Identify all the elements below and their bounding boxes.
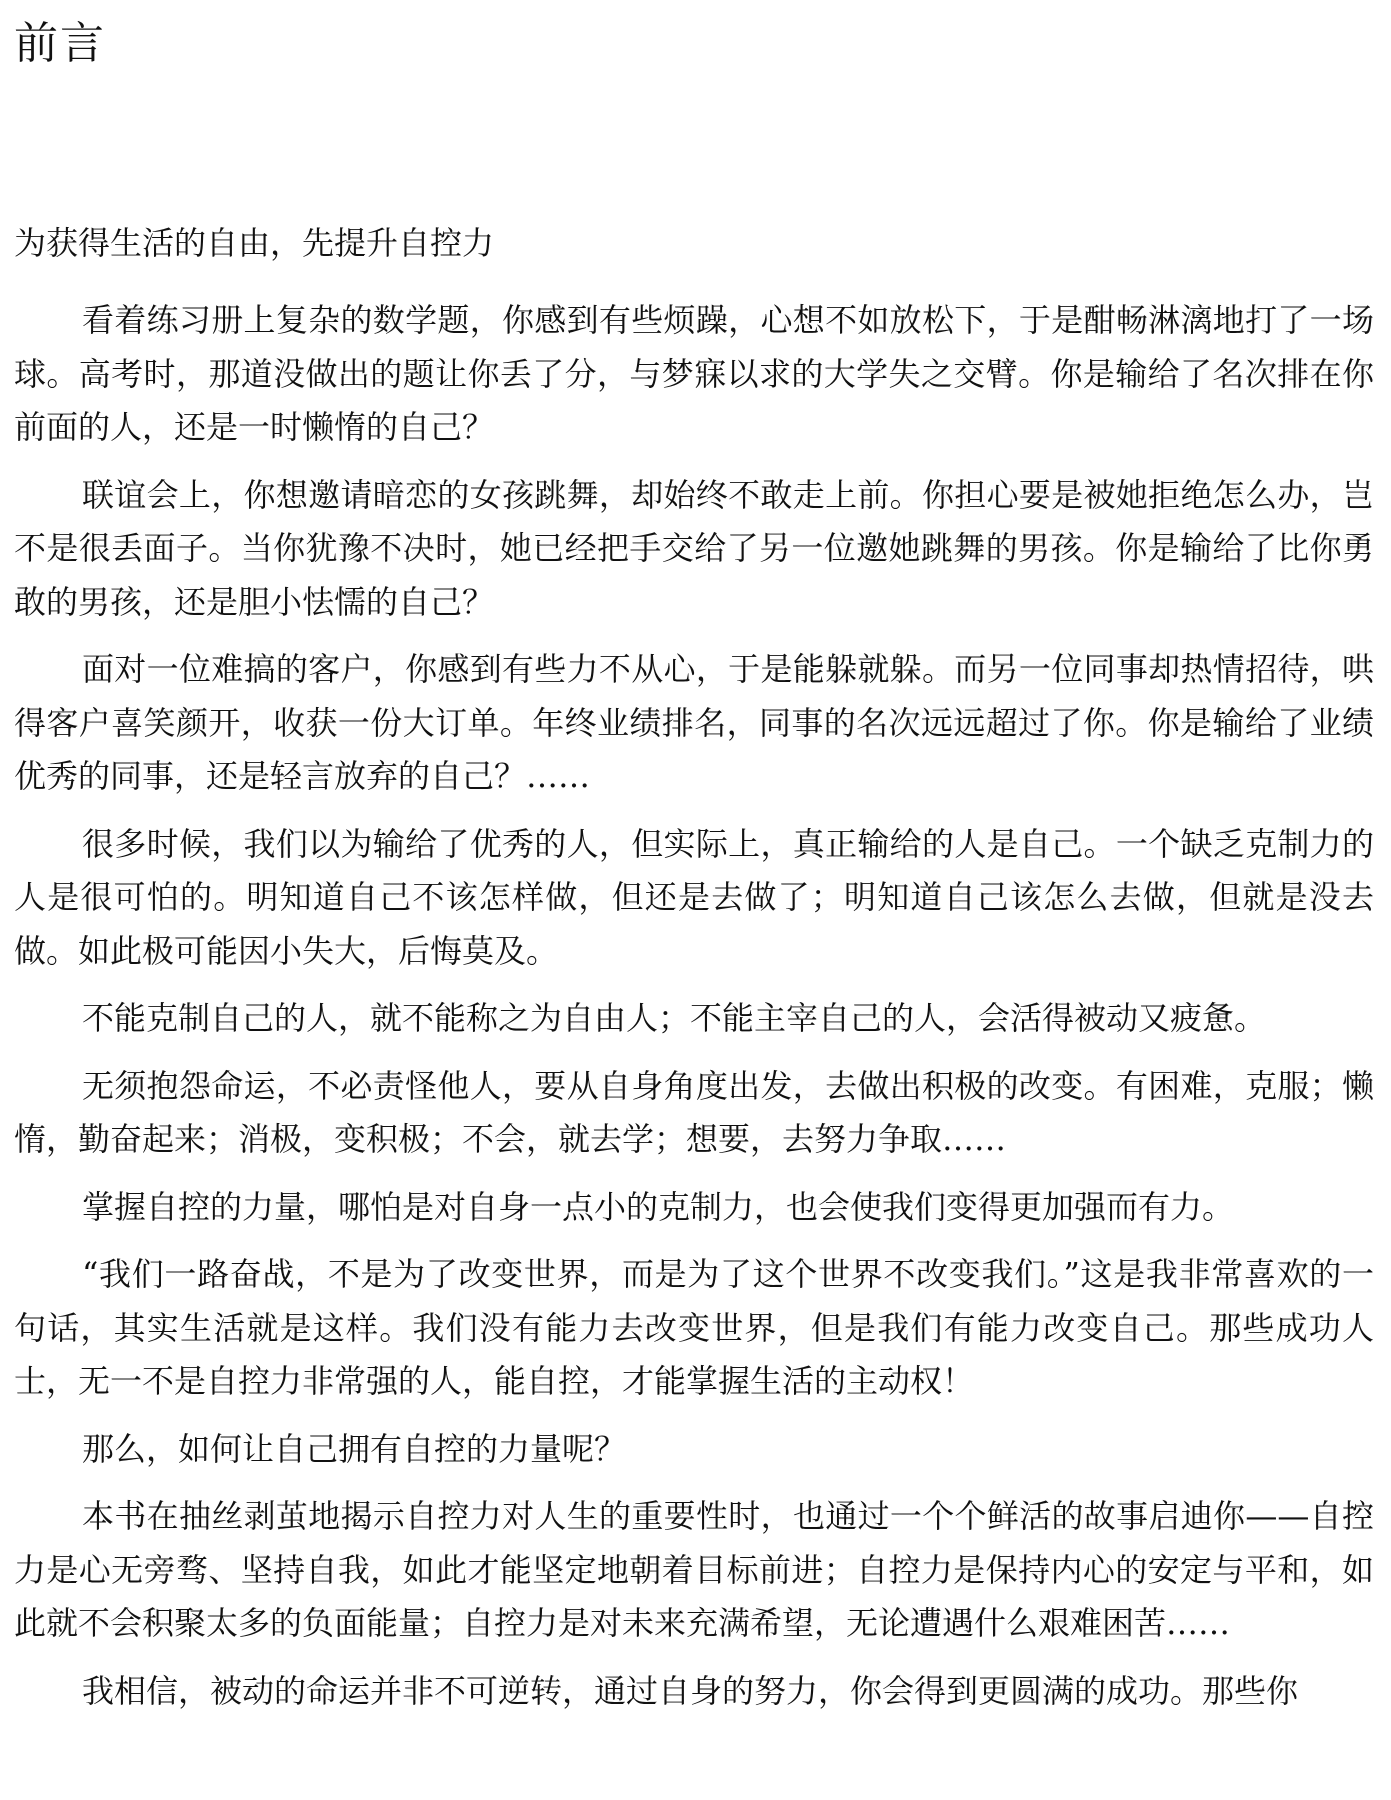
paragraph: 那么，如何让自己拥有自控的力量呢？ [82, 1429, 627, 1468]
paragraph: 不能克制自己的人，就不能称之为自由人；不能主宰自己的人，会活得被动又疲惫。 [82, 999, 1267, 1037]
paragraph: 本书在抽丝剥茧地揭示自控力对人生的重要性时，也通过一个个鲜活的故事启迪你——自控力是心无旁骛、坚持自我，如此才能坚定地朝着目标前进；自控力是保持内心的安定与平和，如此就不会积聚太多的负面能量；自控力是对未来充满希望，无论遭遇什么艰难困苦…… [14, 1497, 1374, 1642]
paragraph: 我相信，被动的命运并非不可逆转，通过自身的努力，你会得到更圆满的成功。那些你 [82, 1671, 1299, 1710]
body-text [14, 294, 1374, 1732]
paragraph: 联谊会上，你想邀请暗恋的女孩跳舞，却始终不敢走上前。你担心要是被她拒绝怎么办，岂不是很丢面子。当你犹豫不决时，她已经把手交给了另一位邀她跳舞的男孩。你是输给了比你勇敢的男孩，还是胆小怯懦的自己？ [14, 475, 1374, 621]
paragraph: 无须抱怨命运，不必责怪他人，要从自身角度出发，去做出积极的改变。有困难，克服；懒惰，勤奋起来；消极，变积极；不会，就去学；想要，去努力争取…… [14, 1066, 1374, 1158]
chapter-title: 前言 [14, 18, 106, 69]
paragraph: 很多时候，我们以为输给了优秀的人，但实际上，真正输给的人是自己。一个缺乏克制力的人是很可怕的。明知道自己不该怎样做，但还是去做了；明知道自己该怎么去做，但就是没去做。如此极可能因小失大，后悔莫及。 [14, 824, 1374, 970]
section-heading: 为获得生活的自由，先提升自控力 [14, 224, 495, 262]
paragraph: 面对一位难搞的客户，你感到有些力不从心，于是能躲就躲。而另一位同事却热情招待，哄得客户喜笑颜开，收获一份大订单。年终业绩排名，同事的名次远远超过了你。你是输给了业绩优秀的同事，还是轻言放弃的自己？…… [14, 650, 1374, 795]
paragraph: 掌握自控的力量，哪怕是对自身一点小的克制力，也会使我们变得更加强而有力。 [82, 1187, 1235, 1226]
paragraph: “我们一路奋战，不是为了改变世界，而是为了这个世界不改变我们。”这是我非常喜欢的一句话，其实生活就是这样。我们没有能力去改变世界，但是我们有能力改变自己。那些成功人士，无一不是自控力非常强的人，能自控，才能掌握生活的主动权！ [14, 1255, 1374, 1400]
paragraph: 看着练习册上复杂的数学题，你感到有些烦躁，心想不如放松下，于是酣畅淋漓地打了一场球。高考时，那道没做出的题让你丢了分，与梦寐以求的大学失之交臂。你是输给了名次排在你前面的人，还是一时懒惰的自己？ [14, 301, 1374, 446]
